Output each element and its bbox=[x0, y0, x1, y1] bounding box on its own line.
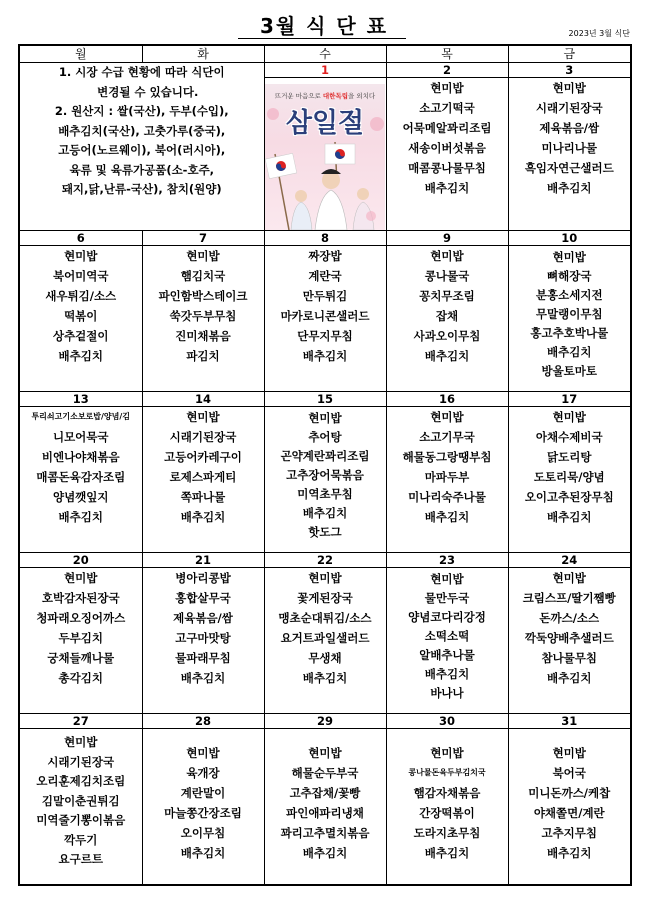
menu-item: 육개장 bbox=[186, 766, 220, 780]
menu-item: 깍둑양배추샐러드 bbox=[524, 631, 614, 645]
menu-item: 로제스파게티 bbox=[169, 470, 237, 484]
weekday-tue: 화 bbox=[142, 45, 264, 63]
menu-item: 현미밥 bbox=[430, 746, 464, 760]
menu-item: 물파래무침 bbox=[175, 651, 231, 665]
menu-item: 곤약계란꽈리조림 bbox=[280, 449, 370, 463]
menu-cell bbox=[508, 729, 631, 885]
menu-item: 상추겉절이 bbox=[52, 329, 109, 343]
menu-item: 고등어카레구이 bbox=[164, 450, 242, 464]
menu-item: 도라지초무침 bbox=[413, 826, 481, 840]
menu-item: 현미밥 bbox=[430, 81, 464, 95]
menu-item: 현미밥 bbox=[552, 746, 586, 760]
notice-line: 변경될 수 있습니다. bbox=[97, 84, 199, 99]
menu-item: 소고기무국 bbox=[419, 430, 475, 444]
menu-item: 배추김치 bbox=[547, 510, 592, 524]
menu-item: 김말이춘권튀김 bbox=[41, 793, 120, 808]
date-label: 9 bbox=[386, 231, 508, 246]
menu-item: 맹초순대튀김/소스 bbox=[278, 611, 372, 625]
menu-item: 현미밥 bbox=[64, 249, 98, 263]
menu-item: 도토리묵/양념 bbox=[533, 470, 605, 484]
menu-item: 추어탕 bbox=[308, 430, 342, 444]
menu-item: 현미밥 bbox=[308, 571, 342, 585]
menu-item: 분홍소세지전 bbox=[535, 288, 603, 302]
menu-item: 핫도그 bbox=[308, 525, 342, 539]
page-title: 3월 식 단 표 bbox=[259, 14, 389, 38]
date-row-week5 bbox=[19, 714, 631, 729]
menu-item: 청파래오징어까스 bbox=[36, 611, 126, 625]
date-row-week3 bbox=[19, 392, 631, 407]
menu-item: 매콤돈육감자조림 bbox=[36, 470, 126, 484]
menu-item: 알배추나물 bbox=[419, 648, 475, 662]
weekday-header-row bbox=[19, 45, 631, 63]
date-label: 27 bbox=[19, 714, 142, 729]
notice-line: 육류 및 육류가공품(소-호주, bbox=[69, 162, 215, 177]
menu-item: 오리훈제김치조림 bbox=[36, 774, 126, 788]
menu-item: 고구마맛탕 bbox=[175, 631, 231, 645]
menu-item: 총각김치 bbox=[58, 671, 103, 685]
menu-item: 시래기된장국 bbox=[47, 754, 115, 769]
menu-item: 현미밥 bbox=[186, 410, 220, 424]
menu-item: 배추김치 bbox=[424, 181, 470, 195]
menu-item: 고추지무침 bbox=[541, 826, 598, 840]
menu-item: 쑥갓두부무침 bbox=[169, 309, 237, 323]
menu-item: 제육볶음/쌈 bbox=[539, 121, 600, 135]
menu-item: 현미밥 bbox=[186, 746, 220, 760]
menu-item: 짜장밥 bbox=[308, 249, 342, 263]
date-label: 22 bbox=[264, 553, 386, 568]
taegeukgi-icon bbox=[265, 84, 385, 230]
weekday-mon: 월 bbox=[19, 45, 142, 63]
weekday-fri: 금 bbox=[508, 45, 631, 63]
menu-item: 니모어묵국 bbox=[52, 430, 109, 444]
menu-item: 새송이버섯볶음 bbox=[408, 141, 486, 155]
menu-cell-fri-3 bbox=[508, 78, 631, 231]
menu-cell bbox=[508, 568, 631, 714]
menu-item: 고추잡채/꽃빵 bbox=[289, 786, 361, 800]
menu-item: 배추김치 bbox=[302, 846, 348, 860]
menu-item: 현미밥 bbox=[430, 572, 464, 586]
menu-item: 콩나물돈육두부김치국 bbox=[408, 768, 486, 777]
date-label: 14 bbox=[142, 392, 264, 407]
menu-row-week2 bbox=[19, 246, 631, 392]
menu-item: 배추김치 bbox=[547, 345, 592, 359]
menu-item: 현미밥 bbox=[430, 249, 464, 263]
samiljeol-poster bbox=[265, 84, 385, 230]
date-label: 1 bbox=[264, 63, 386, 78]
menu-item: 호박감자된장국 bbox=[41, 591, 120, 605]
menu-item: 깍두기 bbox=[64, 832, 98, 847]
menu-item: 배추김치 bbox=[180, 846, 226, 860]
menu-item: 파인함박스테이크 bbox=[158, 289, 248, 303]
menu-item: 뼈해장국 bbox=[547, 269, 592, 283]
menu-item: 현미밥 bbox=[552, 81, 586, 95]
weekday-wed: 수 bbox=[264, 45, 386, 63]
menu-cell bbox=[19, 729, 142, 885]
menu-item: 오이고추된장무침 bbox=[524, 490, 614, 504]
menu-item: 참나물무침 bbox=[541, 651, 598, 665]
menu-cell bbox=[142, 729, 264, 885]
menu-item: 진미채볶음 bbox=[175, 329, 231, 343]
menu-cell bbox=[264, 568, 386, 714]
date-label: 16 bbox=[386, 392, 508, 407]
menu-item: 떡볶이 bbox=[64, 309, 98, 323]
date-label: 31 bbox=[508, 714, 631, 729]
holiday-cell bbox=[264, 78, 386, 231]
menu-item: 현미밥 bbox=[552, 410, 586, 424]
menu-item: 현미밥 bbox=[308, 746, 342, 760]
menu-item: 아채수제비국 bbox=[535, 430, 603, 444]
menu-item: 병아리콩밥 bbox=[175, 571, 231, 585]
menu-item: 미니돈까스/케찹 bbox=[528, 786, 611, 800]
menu-item: 방울토마토 bbox=[541, 364, 598, 378]
menu-item: 소떡소떡 bbox=[424, 629, 470, 643]
menu-cell bbox=[142, 246, 264, 392]
menu-item: 비엔나야채볶음 bbox=[41, 450, 120, 464]
menu-item: 투리쇠고기소보로밥/양념/김 bbox=[31, 412, 131, 421]
menu-item: 제육볶음/쌈 bbox=[173, 611, 233, 625]
menu-item: 콩나물국 bbox=[424, 269, 470, 283]
menu-cell bbox=[386, 729, 508, 885]
menu-item: 북어국 bbox=[552, 766, 586, 780]
menu-item: 꽃게된장국 bbox=[297, 591, 353, 605]
menu-item: 배추김치 bbox=[180, 510, 226, 524]
menu-item: 해물순두부국 bbox=[291, 766, 359, 780]
date-label: 30 bbox=[386, 714, 508, 729]
date-row-week4 bbox=[19, 553, 631, 568]
menu-item: 간장떡볶이 bbox=[419, 806, 475, 820]
date-label: 6 bbox=[19, 231, 142, 246]
menu-item: 요거트과일샐러드 bbox=[280, 631, 370, 645]
poster-slogan: 뜨거운 마음으로 대한독립을 외치다 bbox=[274, 92, 376, 100]
menu-cell bbox=[142, 568, 264, 714]
menu-item: 꽁치무조림 bbox=[419, 289, 475, 303]
weekday-thu: 목 bbox=[386, 45, 508, 63]
menu-cell bbox=[386, 407, 508, 553]
menu-item: 햄김치국 bbox=[180, 269, 226, 283]
date-label: 15 bbox=[264, 392, 386, 407]
menu-item: 새우튀김/소스 bbox=[45, 289, 117, 303]
menu-item: 배추김치 bbox=[58, 510, 103, 524]
menu-item: 꽈리고추멸치볶음 bbox=[280, 826, 370, 840]
menu-item: 배추김치 bbox=[302, 506, 348, 520]
menu-item: 미나리나물 bbox=[541, 141, 598, 155]
menu-cell bbox=[142, 407, 264, 553]
menu-item: 잡채 bbox=[435, 309, 459, 323]
menu-item: 배추김치 bbox=[424, 846, 470, 860]
menu-item: 무말랭이무침 bbox=[535, 307, 603, 321]
menu-cell bbox=[386, 246, 508, 392]
date-label: 24 bbox=[508, 553, 631, 568]
menu-cell bbox=[508, 407, 631, 553]
notice-line: 배추김치(국산), 고춧가루(중국), bbox=[58, 123, 226, 138]
menu-item: 궁채들깨나물 bbox=[47, 651, 115, 665]
notice-line: 고등어(노르웨이), 북어(러시아), bbox=[58, 143, 226, 157]
menu-item: 배추김치 bbox=[302, 349, 348, 363]
notice-line: 돼지,닭,난류-국산), 참치(원양) bbox=[61, 182, 222, 196]
menu-item: 바나나 bbox=[430, 686, 464, 700]
date-label: 13 bbox=[19, 392, 142, 407]
menu-item: 현미밥 bbox=[552, 250, 586, 264]
date-row-week1 bbox=[19, 63, 631, 78]
page-subtitle: 2023년 3월 식단 bbox=[568, 29, 630, 38]
meal-table bbox=[18, 44, 632, 886]
date-label: 23 bbox=[386, 553, 508, 568]
menu-item: 계란국 bbox=[308, 269, 342, 283]
menu-item: 홍합살무국 bbox=[175, 591, 231, 605]
date-label: 29 bbox=[264, 714, 386, 729]
menu-item: 고추장어묵볶음 bbox=[286, 468, 364, 482]
menu-item: 닭도리탕 bbox=[547, 450, 592, 464]
menu-item: 파인애파리냉채 bbox=[286, 806, 364, 820]
menu-row-week5 bbox=[19, 729, 631, 885]
menu-item: 오이무침 bbox=[180, 826, 226, 840]
menu-item: 배추김치 bbox=[424, 510, 470, 524]
menu-item: 배추김치 bbox=[424, 667, 470, 681]
menu-item: 무생채 bbox=[308, 651, 342, 665]
date-label: 21 bbox=[142, 553, 264, 568]
notice-cell bbox=[19, 63, 264, 231]
menu-cell bbox=[264, 729, 386, 885]
menu-item: 마파두부 bbox=[424, 470, 470, 484]
menu-cell bbox=[508, 246, 631, 392]
menu-item: 야채쫄면/계란 bbox=[533, 806, 605, 820]
menu-item: 현미밥 bbox=[186, 249, 220, 263]
menu-item: 햄감자채볶음 bbox=[413, 786, 481, 800]
menu-item: 흑임자연근샐러드 bbox=[524, 161, 614, 175]
title-underline bbox=[238, 38, 406, 39]
menu-item: 현미밥 bbox=[552, 571, 586, 585]
date-row-week2 bbox=[19, 231, 631, 246]
date-label: 8 bbox=[264, 231, 386, 246]
menu-cell bbox=[19, 568, 142, 714]
menu-item: 현미밥 bbox=[430, 410, 464, 424]
date-label: 20 bbox=[19, 553, 142, 568]
menu-item: 북어미역국 bbox=[52, 269, 109, 283]
menu-item: 배추김치 bbox=[547, 846, 592, 860]
menu-cell bbox=[19, 407, 142, 553]
date-label: 17 bbox=[508, 392, 631, 407]
menu-row-week3 bbox=[19, 407, 631, 553]
menu-item: 배추김치 bbox=[547, 671, 592, 685]
date-label: 28 bbox=[142, 714, 264, 729]
menu-item: 만두튀김 bbox=[302, 289, 348, 303]
menu-item: 크림스프/딸기쨈빵 bbox=[522, 591, 616, 605]
poster-headline: 삼일절 bbox=[285, 108, 365, 139]
date-label: 10 bbox=[508, 231, 631, 246]
menu-cell bbox=[264, 246, 386, 392]
menu-item: 홍고추호박나물 bbox=[530, 326, 609, 340]
menu-item: 파김치 bbox=[186, 349, 220, 363]
menu-item: 양념깻잎지 bbox=[52, 490, 109, 504]
menu-cell-thu-2 bbox=[386, 78, 508, 231]
menu-item: 현미밥 bbox=[64, 735, 98, 749]
menu-item: 물만두국 bbox=[424, 591, 470, 605]
menu-item: 단무지무침 bbox=[297, 329, 353, 343]
menu-item: 매콤콩나물무침 bbox=[408, 161, 486, 175]
notice-line: 2. 원산지 : 쌀(국산), 두부(수입), bbox=[54, 104, 229, 118]
menu-item: 계란말이 bbox=[180, 786, 226, 800]
menu-item: 사과오이무침 bbox=[413, 329, 481, 343]
menu-row-week4 bbox=[19, 568, 631, 714]
menu-item: 두부김치 bbox=[58, 631, 103, 645]
date-label: 2 bbox=[386, 63, 508, 78]
menu-item: 현미밥 bbox=[64, 571, 98, 585]
menu-item: 해물동그랑땡부침 bbox=[402, 450, 492, 464]
menu-item: 쪽파나물 bbox=[180, 490, 226, 504]
menu-item: 미역초무침 bbox=[297, 487, 353, 501]
menu-item: 현미밥 bbox=[308, 411, 342, 425]
menu-item: 배추김치 bbox=[424, 349, 470, 363]
menu-item: 시래기된장국 bbox=[535, 101, 603, 115]
menu-item: 배추김치 bbox=[58, 349, 103, 363]
menu-cell bbox=[19, 246, 142, 392]
menu-item: 소고기떡국 bbox=[419, 101, 475, 115]
menu-item: 미나리숙주나물 bbox=[408, 490, 486, 504]
menu-item: 배추김치 bbox=[180, 671, 226, 685]
menu-item: 배추김치 bbox=[302, 671, 348, 685]
date-label: 3 bbox=[508, 63, 631, 78]
menu-item: 미역줄기뽕이볶음 bbox=[36, 813, 126, 827]
menu-item: 배추김치 bbox=[547, 181, 592, 195]
menu-item: 요구르트 bbox=[58, 852, 103, 866]
menu-item: 마늘쫑간장조림 bbox=[164, 806, 242, 820]
menu-item: 양념코다리강정 bbox=[408, 610, 486, 624]
menu-item: 시래기된장국 bbox=[169, 430, 237, 444]
menu-cell bbox=[386, 568, 508, 714]
date-label: 7 bbox=[142, 231, 264, 246]
notice-line: 1. 시장 수급 현황에 따라 식단이 bbox=[58, 65, 225, 79]
menu-cell bbox=[264, 407, 386, 553]
menu-item: 돈까스/소스 bbox=[539, 611, 600, 625]
menu-item: 어묵메알꽈리조림 bbox=[402, 121, 492, 135]
menu-item: 마카로니콘샐러드 bbox=[280, 309, 370, 323]
